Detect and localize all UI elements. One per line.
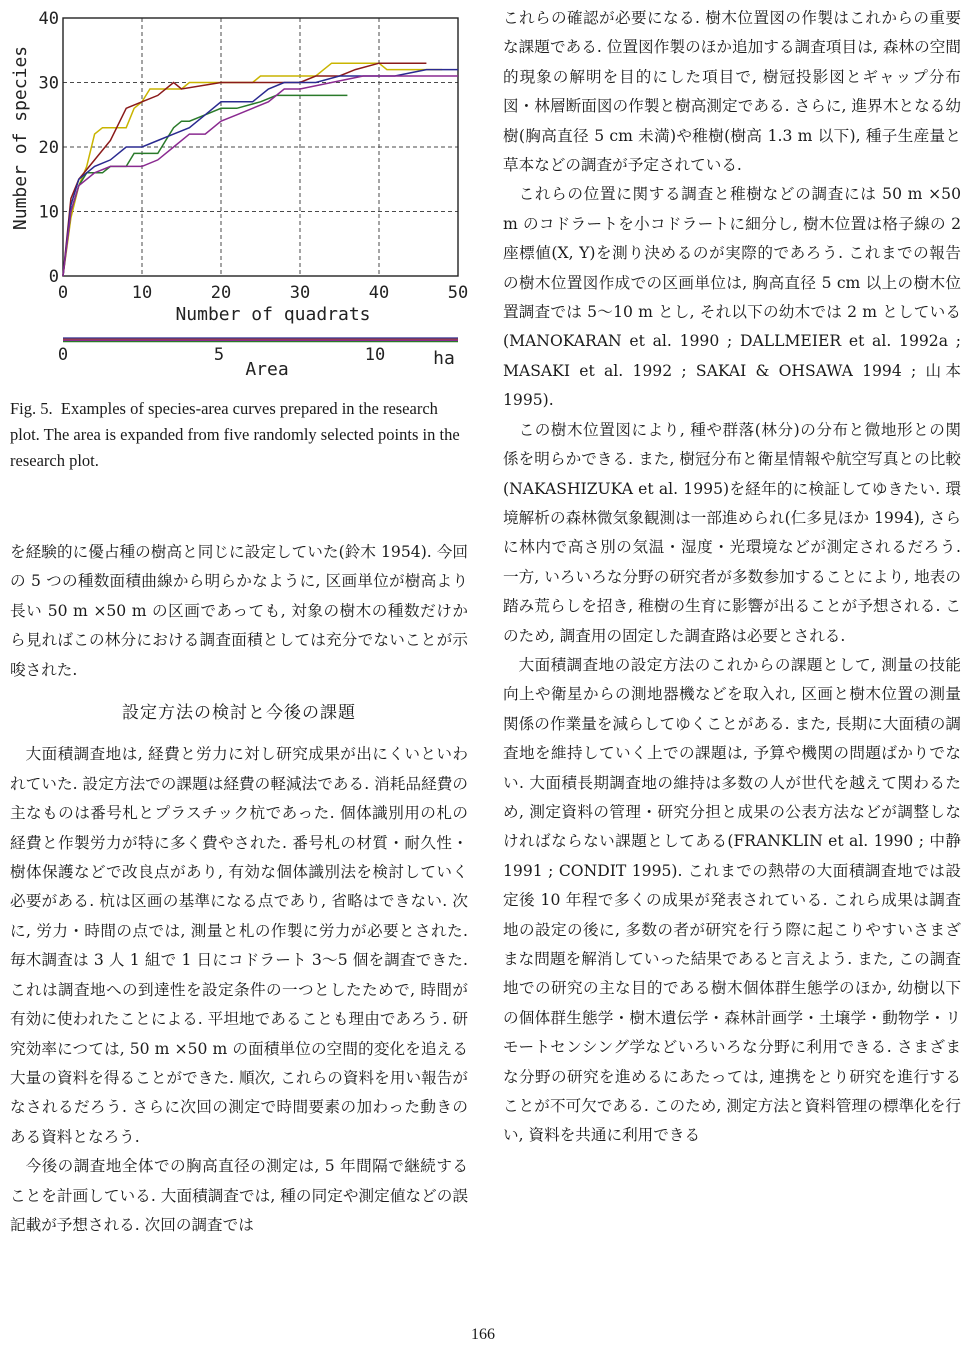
area-axis-unit: ha [433, 348, 455, 369]
species-area-chart [0, 0, 480, 392]
chart-grid [63, 18, 458, 276]
x-tick-label-2: 20 [210, 283, 232, 303]
right-column [503, 4, 961, 1151]
section-heading: 設定方法の検討と今後の課題 [122, 703, 356, 724]
y-tick-label-0: 0 [48, 267, 59, 287]
y-tick-label-1: 10 [38, 202, 59, 223]
area-tick-label-0: 0 [57, 345, 69, 365]
y-tick-label-3: 30 [38, 73, 59, 94]
right-paragraph-1: これらの確認が必要になる. 樹木位置図の作製はこれからの重要な課題である. 位置図作製のほか追加する調査項目は, 森林の空間的現象の解明を目的にした項目で, 樹冠投影図とギャップ分布図・林層断面図の作製と樹高測定である. さらに, 進界木となる幼樹(胸高直径 5 cm 未満)や稚樹(樹高 1.3 m 以下), 種子生産量と草本などの調査が予定されている. [503, 9, 961, 175]
x-tick-label-3: 30 [289, 283, 311, 303]
area-tick-label-2: 10 [364, 345, 386, 365]
x-tick-label-0: 0 [57, 283, 69, 303]
series-line-3 [63, 63, 426, 276]
y-tick-label-2: 20 [38, 138, 59, 158]
right-paragraph-3: この樹木位置図により, 種や群落(林分)の分布と微地形との関係を明らかできる. また, 樹冠分布と衛星情報や航空写真との比較(NAKASHIZUKA et al. 1995)を経年的に検証してゆきたい. 環境解析の森林微気象観測は一部進められ(仁多見ほか 1994), さらに林内で高さ別の気温・湿度・光環境などが測定されるだろう. 一方, いろいろな分野の研究者が多数参加することにより, 地表の踏み荒らしを招き, 稚樹の生育に影響が出ることが予想される. このため, 調査用の固定した調査路は必要とされる. [503, 420, 961, 645]
right-paragraph-4: 大面積調査地の設定方法のこれからの課題として, 測量の技能向上や衛星からの測地器機などを取入れ, 区画と樹木位置の測量関係の作業量を減らしてゆくことがある. また, 長期に大面積の調査地を維持していく上での課題は, 予算や機関の問題ばかりでない. 大面積長期調査地の維持は多数の人が世代を越えて関わるため, 測定資料の管理・研究分担と成果の公表方法などが調整しなければならない課題としてある(FRANKLIN et al. 1990 ; 中静 1991 ; CONDIT 1995). これまでの熱帯の大面積調査地では設定後 10 年程で多くの成果が発表されている. これら成果は調査地の設定の後に, 多数の者が研究を行う際に起こりやすいさまざまな問題を解消していった結果であると言えよう. また, この調査地での研究の主な目的である樹木個体群生態学のほか, 幼樹以下の個体群生態学・樹木遺伝学・森林計画学・土壌学・動物学・リモートセンシング学などいろいろな分野に利用できる. さまざまな分野の研究を進めるにあたっては, 連携をとり研究を進行することが不可欠である. このため, 測定方法と資料管理の標準化を行い, 資料を共通に利用できる [503, 655, 961, 1145]
x-tick-label-4: 40 [368, 283, 390, 303]
page-number: 166 [471, 1326, 495, 1343]
series-line-5 [63, 76, 458, 276]
area-axis-label: Area [245, 359, 289, 380]
series-line-1 [63, 63, 442, 276]
area-tick-label-1: 5 [213, 345, 225, 365]
left-column [10, 538, 468, 1240]
figure-caption-text: Examples of species-area curves prepared in the research plot. The area is expanded from five randomly selected points in the research plot. [10, 399, 460, 470]
chart-series [63, 63, 458, 276]
figure-caption [10, 396, 470, 474]
y-axis-label: Number of species [10, 45, 31, 231]
x-axis-label: Number of quadrats [175, 304, 371, 325]
left-paragraph-1: を経験的に優占種の樹高と同じに設定していた(鈴木 1954). 今回の 5 つの種数面積曲線から明らかなように, 区画単位が樹高より長い 50 m ×50 m の区画であっても, 対象の樹木の種数だけから見ればこの林分における調査面積としては充分でないことが示唆された. [10, 543, 468, 679]
left-paragraph-3: 今後の調査地全体での胸高直径の測定は, 5 年間隔で継続することを計画している. 大面積調査では, 種の同定や測定値などの誤記載が予想される. 次回の調査では [10, 1157, 468, 1234]
chart-tick-labels [39, 9, 469, 303]
x-tick-label-1: 10 [131, 283, 153, 303]
y-tick-label-4: 40 [38, 9, 59, 29]
left-paragraph-2: 大面積調査地は, 経費と労力に対し研究成果が出にくいといわれていた. 設定方法での課題は経費の軽減法である. 消耗品経費の主なものは番号札とプラスチック杭であった. 個体識別用の札の経費と作製労力が特に多く費やされた. 番号札の材質・耐久性・樹体保護などで改良点があり, 有効な個体識別法を検討していく必要がある. 杭は区画の基準になる点であり, 省略はできない. 次に, 労力・時間の点では, 測量と札の作製に労力が必要とされた. 毎木調査は 3 人 1 組で 1 日にコドラート 3〜5 個を調査できた. これは調査地への到達性を設定条件の一つとしたためで, 時間が有効に使われたことによる. 平坦地であることも理由であろう. 研究効率につては, 50 m ×50 m の面積単位の空間的変化を追える大量の資料を得ることができた. 順次, これらの資料を用い報告がなされるだろう. さらに次回の測定で時間要素の加わった動きのある資料となろう. [10, 745, 468, 1146]
right-paragraph-2: これらの位置に関する調査と稚樹などの調査には 50 m ×50 m のコドラートを小コドラートに細分し, 樹木位置は格子線の 2 座標値(X, Y)を測り決めるのが実際的であろう. これまでの報告の樹木位置図作成での区画単位は, 胸高直径 5 cm 以上の樹木位置調査では 5〜10 m とし, それ以下の幼木では 2 m としている(MANOKARAN et al. 1990 ; DALLMEIER et al. 1992a ; MASAKI et al. 1992 ; SAKAI & OHSAWA 1994 ; 山本 1995). [503, 185, 961, 410]
series-line-2 [63, 95, 347, 276]
series-line-4 [63, 70, 458, 276]
figure-caption-label: Fig. 5. [10, 399, 53, 418]
x-tick-label-5: 50 [447, 283, 469, 303]
